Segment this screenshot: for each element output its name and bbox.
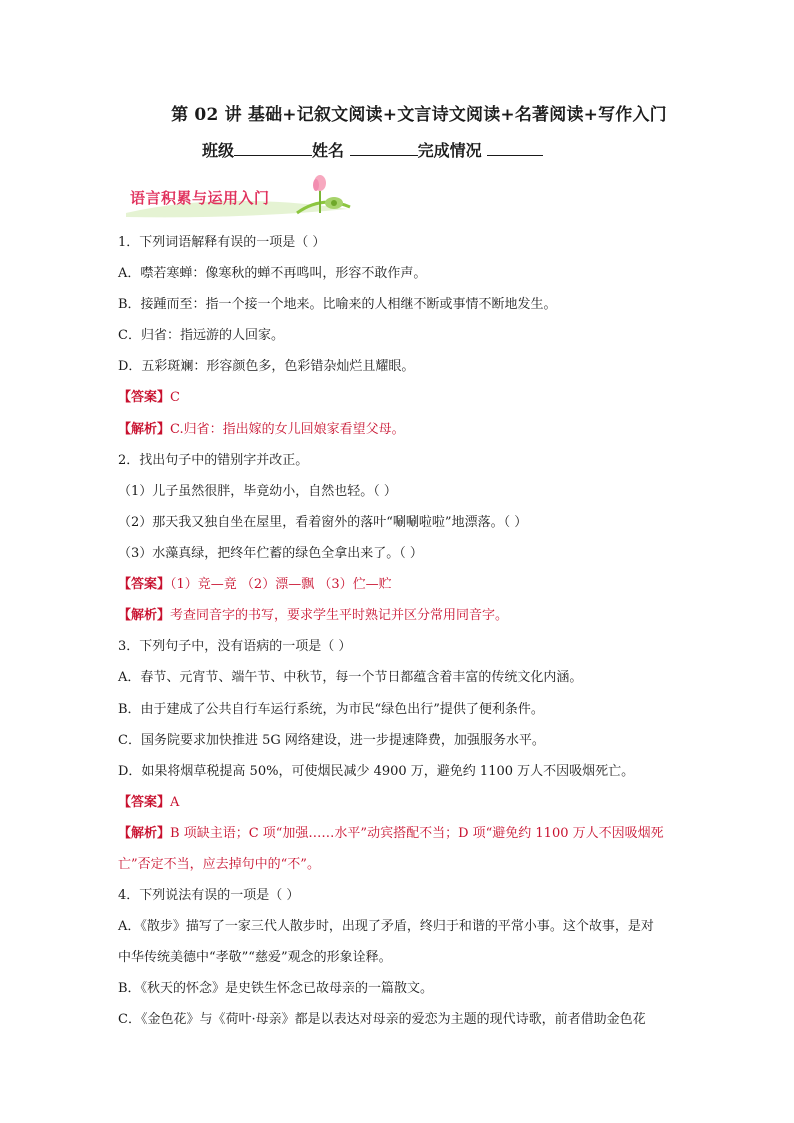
- q3-analysis-text-1: B 项缺主语；C 项“加强……水平”动宾搭配不当；D 项“避免约 1100 万人不因吸烟死: [170, 826, 664, 841]
- name-blank: [350, 141, 418, 156]
- q4-stem: 4．下列说法有误的一项是（ ）: [118, 888, 300, 903]
- q3-option-d: D．如果将烟草税提高 50%，可使烟民减少 4900 万，避免约 1100 万人不因吸烟死亡。: [118, 764, 635, 779]
- q2-analysis-tag: 【解析】: [118, 608, 171, 623]
- q4-option-b: B．《秋天的怀念》是史铁生怀念已故母亲的一篇散文。: [118, 981, 434, 996]
- page-title: 第 02 讲 基础+记叙文阅读+文言诗文阅读+名著阅读+写作入门: [171, 105, 667, 125]
- status-label: 完成情况: [417, 141, 482, 160]
- q1-option-a: A．噤若寒蝉：像寒秋的蝉不再鸣叫，形容不敢作声。: [118, 266, 427, 281]
- q1-answer-value: C: [170, 390, 180, 405]
- q2-analysis-text: 考查同音字的书写，要求学生平时熟记并区分常用同音字。: [170, 608, 509, 623]
- q2-sentence-2: （2）那天我又独自坐在屋里，看着窗外的落叶“唰唰啦啦”地漂落。（ ）: [118, 515, 528, 530]
- name-label: 姓名: [312, 141, 345, 160]
- banner-label: 语言积累与运用入门: [130, 189, 270, 207]
- q2-answer-value: （1）竞—竟 （2）漂—飘 （3）伫—贮: [170, 577, 392, 592]
- q1-analysis: [118, 420, 405, 440]
- q1-option-b: B．接踵而至：指一个接一个地来。比喻来的人相继不断或事情不断地发生。: [118, 297, 557, 312]
- q4-option-a-line-2: 中华传统美德中“孝敬”“慈爱”观念的形象诠释。: [118, 950, 392, 965]
- q3-option-b: B．由于建成了公共自行车运行系统，为市民“绿色出行”提供了便利条件。: [118, 702, 544, 717]
- q1-answer-tag: 【答案】: [118, 390, 171, 405]
- q3-answer-tag: 【答案】: [118, 795, 171, 810]
- q2-sentence-3: （3）水藻真绿，把终年伫蓄的绿色全拿出来了。（ ）: [118, 546, 423, 561]
- q4-option-c: C．《金色花》与《荷叶·母亲》都是以表达对母亲的爱恋为主题的现代诗歌，前者借助金色花: [118, 1012, 646, 1027]
- q3-answer: [118, 793, 179, 813]
- class-label: 班级: [202, 141, 235, 160]
- q1-analysis-tag: 【解析】: [118, 422, 171, 437]
- q2-stem: 2．找出句子中的错别字并改正。: [118, 453, 309, 468]
- q3-option-c: C．国务院要求加快推进 5G 网络建设，进一步提速降费，加强服务水平。: [118, 733, 545, 748]
- q3-analysis: [118, 824, 664, 844]
- student-info-line: [202, 138, 543, 161]
- q2-sentence-1: （1）儿子虽然很胖，毕竟幼小，自然也轻。（ ）: [118, 484, 397, 499]
- q1-stem: 1．下列词语解释有误的一项是（ ）: [118, 235, 326, 250]
- section-banner: [122, 173, 352, 219]
- q3-stem: 3．下列句子中，没有语病的一项是（ ）: [118, 639, 352, 654]
- q1-option-c: C．归省：指远游的人回家。: [118, 328, 284, 343]
- q3-analysis-text-2: 亡”否定不当，应去掉句中的“不”。: [118, 857, 320, 872]
- q2-analysis: [118, 606, 508, 626]
- q3-answer-value: A: [170, 795, 180, 810]
- q3-option-a: A．春节、元宵节、端午节、中秋节，每一个节日都蕴含着丰富的传统文化内涵。: [118, 670, 583, 685]
- q4-option-a-line-1: A．《散步》描写了一家三代人散步时，出现了矛盾，终归于和谐的平常小事。这个故事，是对: [118, 919, 654, 934]
- q1-answer: [118, 388, 180, 408]
- q2-answer-tag: 【答案】: [118, 577, 171, 592]
- q1-analysis-text: C.归省：指出嫁的女儿回娘家看望父母。: [170, 422, 405, 437]
- q3-analysis-tag: 【解析】: [118, 826, 171, 841]
- q2-answer: [118, 575, 392, 595]
- class-blank: [234, 141, 312, 156]
- q1-option-d: D．五彩斑斓：形容颜色多，色彩错杂灿烂且耀眼。: [118, 359, 415, 374]
- status-blank: [487, 141, 543, 156]
